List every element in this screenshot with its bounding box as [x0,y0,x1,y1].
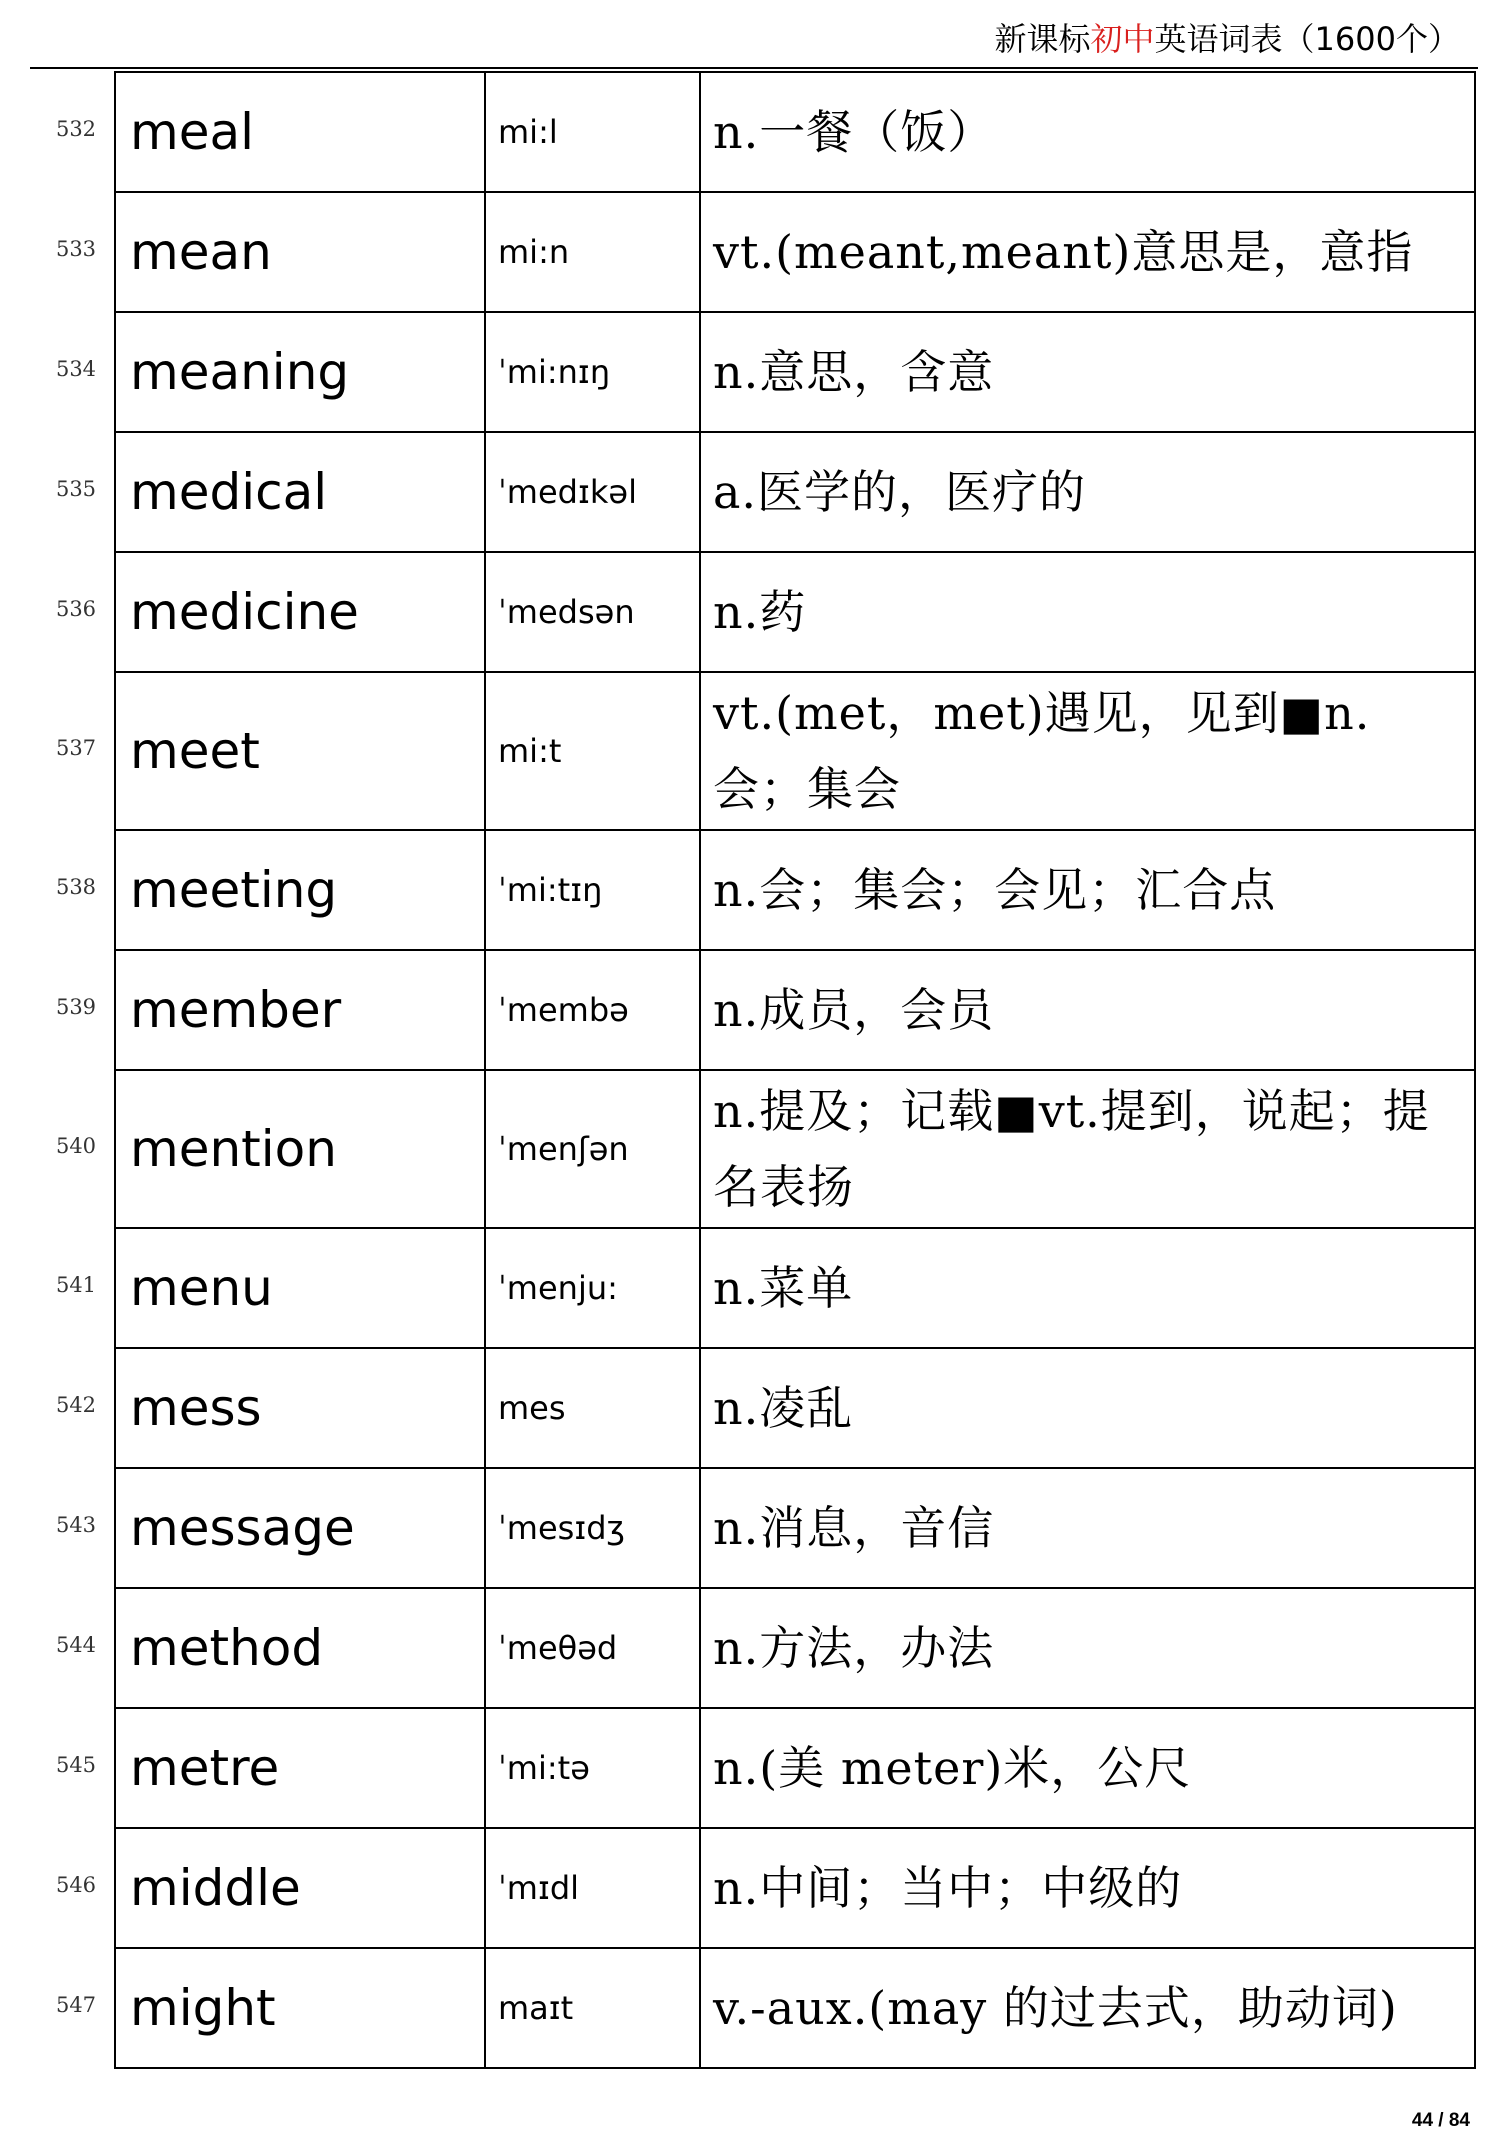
vocab-row [115,1228,1475,1348]
word-cell: metre [115,1708,485,1828]
vocab-row [115,192,1475,312]
definition-cell: n.方法，办法 [700,1588,1475,1708]
phonetic-cell: ˈmesɪdʒ [485,1468,700,1588]
word-cell: middle [115,1828,485,1948]
phonetic-cell: ˈmenʃən [485,1070,700,1228]
vocab-row [115,1948,1475,2068]
page-number: 44 / 84 [1411,2110,1470,2131]
row-number: 540 [55,1134,97,1158]
word-cell: meeting [115,830,485,950]
definition-cell: n.药 [700,552,1475,672]
phonetic-cell: mi:l [485,72,700,192]
word-cell: mention [115,1070,485,1228]
header-title-highlight: 初中 [1090,20,1155,58]
vocab-row [115,1348,1475,1468]
row-number: 539 [55,995,97,1019]
phonetic-cell: ˈmi:nɪŋ [485,312,700,432]
vocab-row [115,72,1475,192]
vocab-row [115,1468,1475,1588]
header-divider [30,67,1478,69]
row-number: 545 [55,1753,97,1777]
phonetic-cell: ˈmedɪkəl [485,432,700,552]
phonetic-cell: mi:t [485,672,700,830]
definition-cell: n.一餐（饭） [700,72,1475,192]
vocab-row [115,552,1475,672]
row-number: 546 [55,1873,97,1897]
row-number: 536 [55,597,97,621]
phonetic-cell: ˈmɪdl [485,1828,700,1948]
phonetic-cell: ˈmi:tɪŋ [485,830,700,950]
row-number: 542 [55,1393,97,1417]
row-number: 544 [55,1633,97,1657]
word-cell: method [115,1588,485,1708]
phonetic-cell: ˈmeθəd [485,1588,700,1708]
word-cell: member [115,950,485,1070]
phonetic-cell: mes [485,1348,700,1468]
phonetic-cell: ˈmedsən [485,552,700,672]
definition-cell: a.医学的，医疗的 [700,432,1475,552]
word-cell: message [115,1468,485,1588]
word-cell: meaning [115,312,485,432]
vocab-row [115,1828,1475,1948]
row-number: 534 [55,357,97,381]
definition-cell: n.(美 meter)米，公尺 [700,1708,1475,1828]
row-number: 538 [55,875,97,899]
page-header-title [995,14,1460,60]
phonetic-cell: ˈmembə [485,950,700,1070]
definition-cell: n.凌乱 [700,1348,1475,1468]
row-number: 532 [55,117,97,141]
definition-cell: n.意思，含意 [700,312,1475,432]
header-title-prefix: 新课标 [994,20,1091,58]
vocabulary-table [114,71,1476,2069]
word-cell: medical [115,432,485,552]
definition-cell: n.提及；记载■vt.提到，说起；提名表扬 [700,1070,1475,1228]
word-cell: mean [115,192,485,312]
word-cell: might [115,1948,485,2068]
phonetic-cell: ˈmi:tə [485,1708,700,1828]
header-title-suffix: 英语词表（1600个） [1154,20,1460,58]
phonetic-cell: maɪt [485,1948,700,2068]
word-cell: meal [115,72,485,192]
row-number: 547 [55,1993,97,2017]
row-number: 537 [55,736,97,760]
definition-cell: v.-aux.(may 的过去式，助动词) [700,1948,1475,2068]
word-cell: menu [115,1228,485,1348]
word-cell: mess [115,1348,485,1468]
vocab-row [115,312,1475,432]
phonetic-cell: ˈmenju: [485,1228,700,1348]
vocab-row [115,1708,1475,1828]
definition-cell: n.中间；当中；中级的 [700,1828,1475,1948]
word-cell: medicine [115,552,485,672]
definition-cell: n.会；集会；会见；汇合点 [700,830,1475,950]
vocab-row [115,432,1475,552]
vocab-row [115,1588,1475,1708]
definition-cell: n.成员，会员 [700,950,1475,1070]
vocab-row [115,830,1475,950]
row-number: 535 [55,477,97,501]
vocab-row [115,672,1475,830]
vocabulary-table-body [115,72,1475,2068]
definition-cell: n.消息，音信 [700,1468,1475,1588]
vocab-row [115,950,1475,1070]
definition-cell: n.菜单 [700,1228,1475,1348]
phonetic-cell: mi:n [485,192,700,312]
row-number: 541 [55,1273,97,1297]
row-number: 533 [55,237,97,261]
definition-cell: vt.(met，met)遇见，见到■n.会；集会 [700,672,1475,830]
word-cell: meet [115,672,485,830]
row-number: 543 [55,1513,97,1537]
definition-cell: vt.(meant,meant)意思是，意指 [700,192,1475,312]
vocab-row [115,1070,1475,1228]
